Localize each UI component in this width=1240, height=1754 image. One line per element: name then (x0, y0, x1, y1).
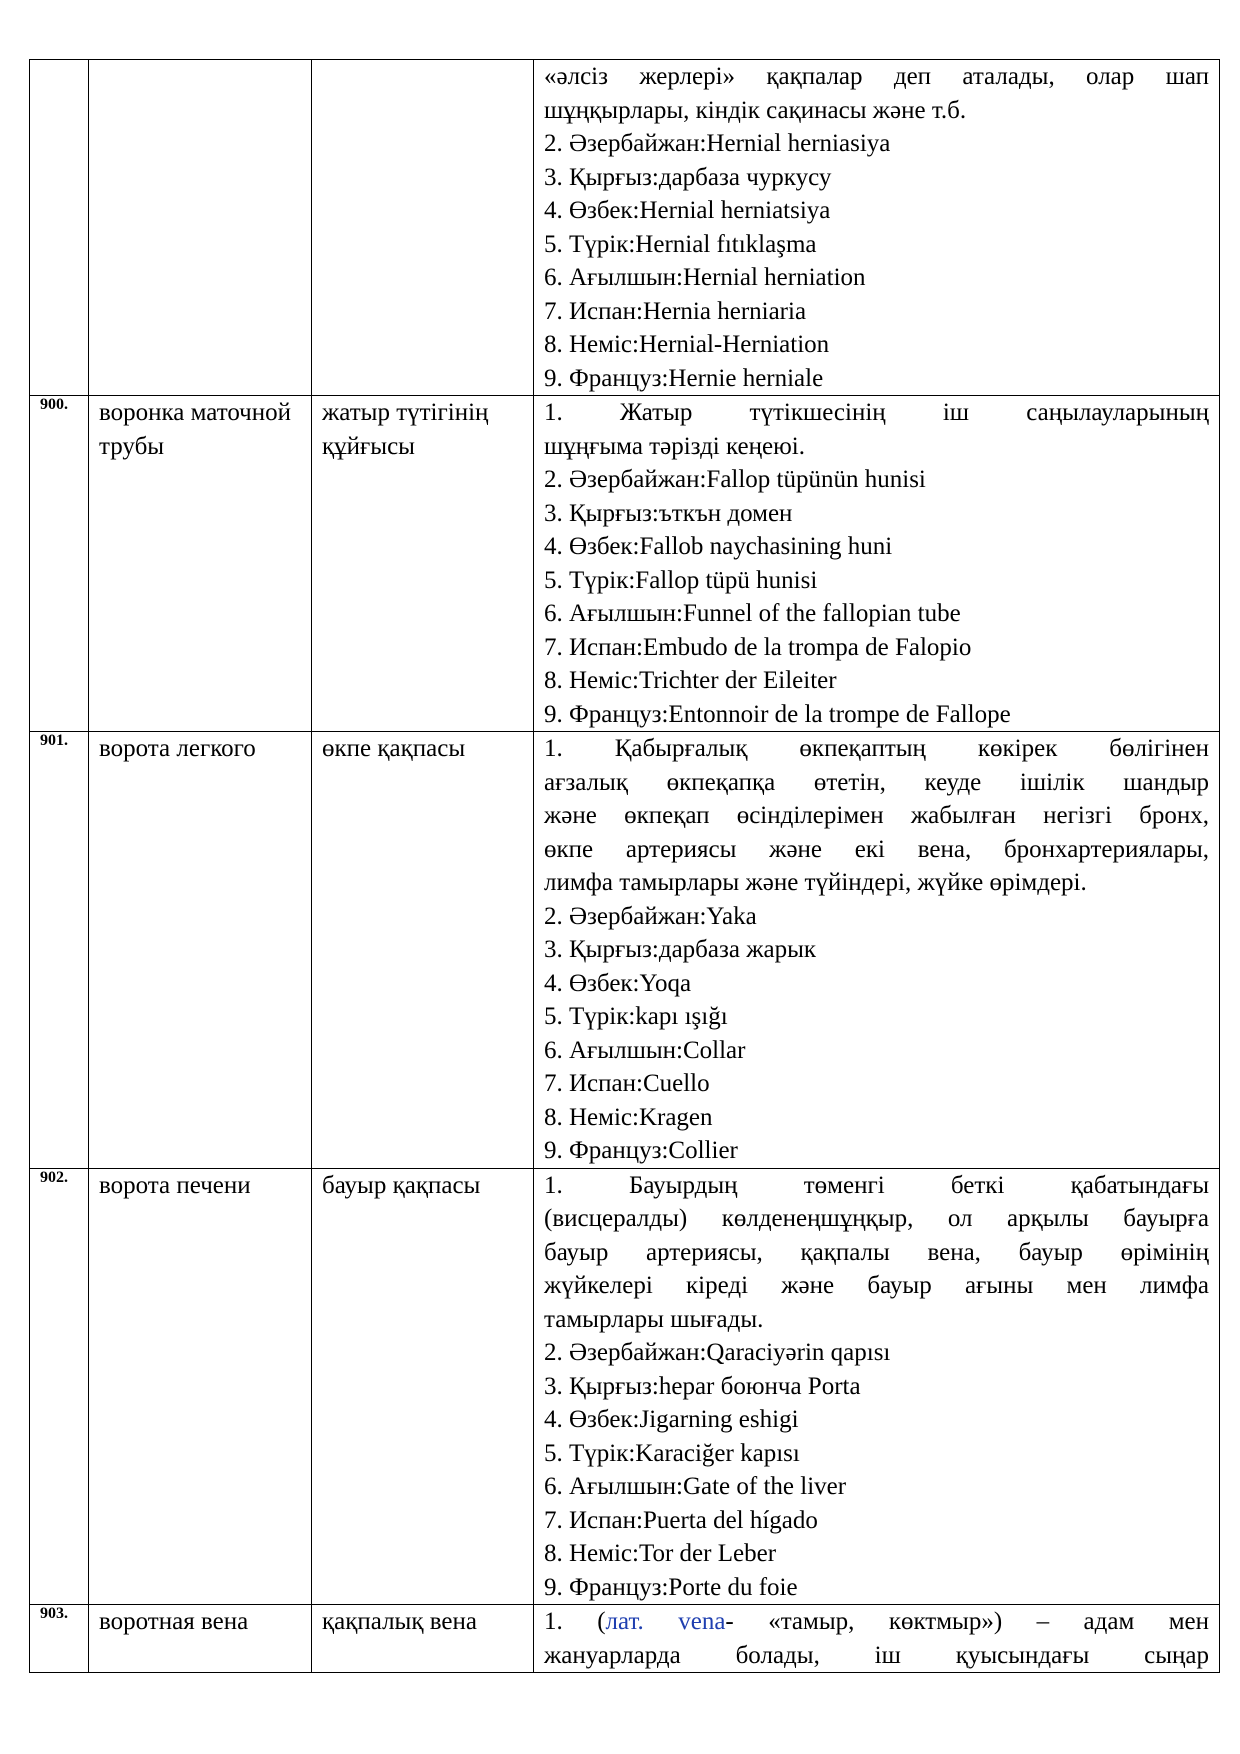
definition-line: 1. Жатыр түтікшесінің іш саңылауларының (544, 399, 1209, 426)
russian-term (89, 60, 312, 396)
definition-line: (висцералды) көлденеңшұңқыр, ол арқылы бауырға (544, 1205, 1209, 1232)
entry-number (30, 60, 89, 396)
kazakh-term: бауыр қақпасы (312, 1168, 534, 1605)
kazakh-term: жатыр түтігінің құйғысы (312, 396, 534, 732)
definition-cell (534, 1605, 1220, 1673)
translation-english: 6. Ағылшын:Hernial herniation (544, 264, 866, 291)
translation-english: 6. Ағылшын:Collar (544, 1036, 746, 1064)
definition-line: лимфа тамырлары және түйіндері, жүйке өрімдері. (544, 869, 1087, 896)
table-row (30, 60, 1220, 396)
definition-line: жануарларда болады, іш қуысындағы сыңар (544, 1641, 1209, 1669)
translation-english: 6. Ағылшын:Funnel of the fallopian tube (544, 600, 961, 627)
table-row (30, 1168, 1220, 1605)
definition-line: шұңғыма тәрізді кеңеюі. (544, 432, 805, 460)
translation-french: 9. Француз:Porte du foie (544, 1573, 798, 1601)
translation-spanish: 7. Испан:Puerta del hígado (544, 1506, 818, 1534)
latin-link[interactable]: лат. (605, 1608, 644, 1635)
definition-line: және өкпеқап өсінділерімен жабылған негізгі бронх, (544, 802, 1209, 829)
russian-term: ворота легкого (89, 732, 312, 1169)
translation-turkish: 5. Түрік:Karaciğer kapısı (544, 1439, 800, 1467)
translation-azerbaijani: 2. Әзербайжан:Hernial herniasiya (544, 130, 891, 157)
translation-french: 9. Француз:Collier (544, 1137, 738, 1164)
definition-prefix: 1. ( (544, 1608, 606, 1635)
entry-number: 903. (30, 1605, 89, 1673)
translation-kyrgyz: 3. Қырғыз:hepar боюнча Porta (544, 1372, 861, 1400)
translation-azerbaijani: 2. Әзербайжан:Qaraciyərin qapısı (544, 1339, 891, 1366)
russian-term: воронка маточной трубы (89, 396, 312, 732)
definition-suffix: - «тамыр, көктмыр») – адам мен (725, 1608, 1210, 1635)
definition-line: тамырлары шығады. (544, 1305, 764, 1333)
translation-azerbaijani: 2. Әзербайжан:Yaka (544, 902, 757, 930)
entry-number: 900. (30, 396, 89, 732)
table-row (30, 396, 1220, 732)
definition-cell (534, 396, 1220, 732)
kazakh-term (312, 60, 534, 396)
definition-line: ағзалық өкпеқапқа өтетін, кеуде ішілік шандыр (544, 768, 1209, 796)
translation-spanish: 7. Испан:Embudo de la trompa de Falopio (544, 633, 972, 661)
translation-spanish: 7. Испан:Hernia herniaria (544, 297, 807, 325)
document-page (29, 59, 1219, 1673)
translation-azerbaijani: 2. Әзербайжан:Fallop tüpünün hunisi (544, 466, 926, 493)
translation-french: 9. Француз:Hernie herniale (544, 364, 824, 392)
translation-turkish: 5. Түрік:kapı ışığı (544, 1003, 728, 1030)
translation-english: 6. Ағылшын:Gate of the liver (544, 1473, 847, 1500)
definition-line: бауыр артериясы, қақпалы вена, бауыр өрімінің (544, 1238, 1209, 1266)
definition-cell (534, 732, 1220, 1169)
translation-kyrgyz: 3. Қырғыз:дарбаза жарык (544, 936, 817, 963)
definition-line: шұңқырлары, кіндік сақинасы және т.б. (544, 96, 967, 124)
translation-spanish: 7. Испан:Cuello (544, 1070, 710, 1097)
definition-cell (534, 60, 1220, 396)
translation-uzbek: 4. Өзбек:Yoqa (544, 969, 692, 997)
kazakh-term: қақпалық вена (312, 1605, 534, 1673)
definition-line: жүйкелері кіреді және бауыр ағыны мен лимфа (544, 1272, 1209, 1299)
kazakh-term: өкпе қақпасы (312, 732, 534, 1169)
definition-cell (534, 1168, 1220, 1605)
table-row (30, 732, 1220, 1169)
translation-uzbek: 4. Өзбек:Fallob naychasining huni (544, 533, 893, 560)
definition-line (544, 1605, 1209, 1639)
translation-uzbek: 4. Өзбек:Hernial herniatsiya (544, 197, 831, 224)
translation-turkish: 5. Түрік:Hernial fıtıklaşma (544, 230, 817, 258)
translation-uzbek: 4. Өзбек:Jigarning eshigi (544, 1406, 799, 1433)
dictionary-table (29, 59, 1220, 1673)
translation-german: 8. Неміс:Tor der Leber (544, 1540, 777, 1567)
definition-line: өкпе артериясы және екі вена, бронхартериялары, (544, 835, 1209, 863)
translation-turkish: 5. Түрік:Fallop tüpü hunisi (544, 566, 818, 594)
entry-number: 902. (30, 1168, 89, 1605)
vena-link[interactable]: vena (678, 1608, 726, 1635)
translation-german: 8. Неміс:Trichter der Eileiter (544, 667, 837, 694)
translation-german: 8. Неміс:Kragen (544, 1103, 713, 1131)
definition-line: 1. Қабырғалық өкпеқаптың көкірек бөлігінен (544, 735, 1209, 762)
translation-kyrgyz: 3. Қырғыз:дарбаза чуркусу (544, 163, 832, 191)
table-row (30, 1605, 1220, 1673)
russian-term: воротная вена (89, 1605, 312, 1673)
translation-german: 8. Неміс:Hernial-Herniation (544, 331, 830, 358)
definition-line: «әлсіз жерлері» қақпалар деп аталады, олар шап (544, 63, 1209, 90)
russian-term: ворота печени (89, 1168, 312, 1605)
translation-french: 9. Француз:Entonnoir de la trompe de Fallope (544, 700, 1011, 728)
definition-line: 1. Бауырдың төменгі беткі қабатындағы (544, 1171, 1209, 1199)
translation-kyrgyz: 3. Қырғыз:ъткън домен (544, 499, 793, 527)
entry-number: 901. (30, 732, 89, 1169)
